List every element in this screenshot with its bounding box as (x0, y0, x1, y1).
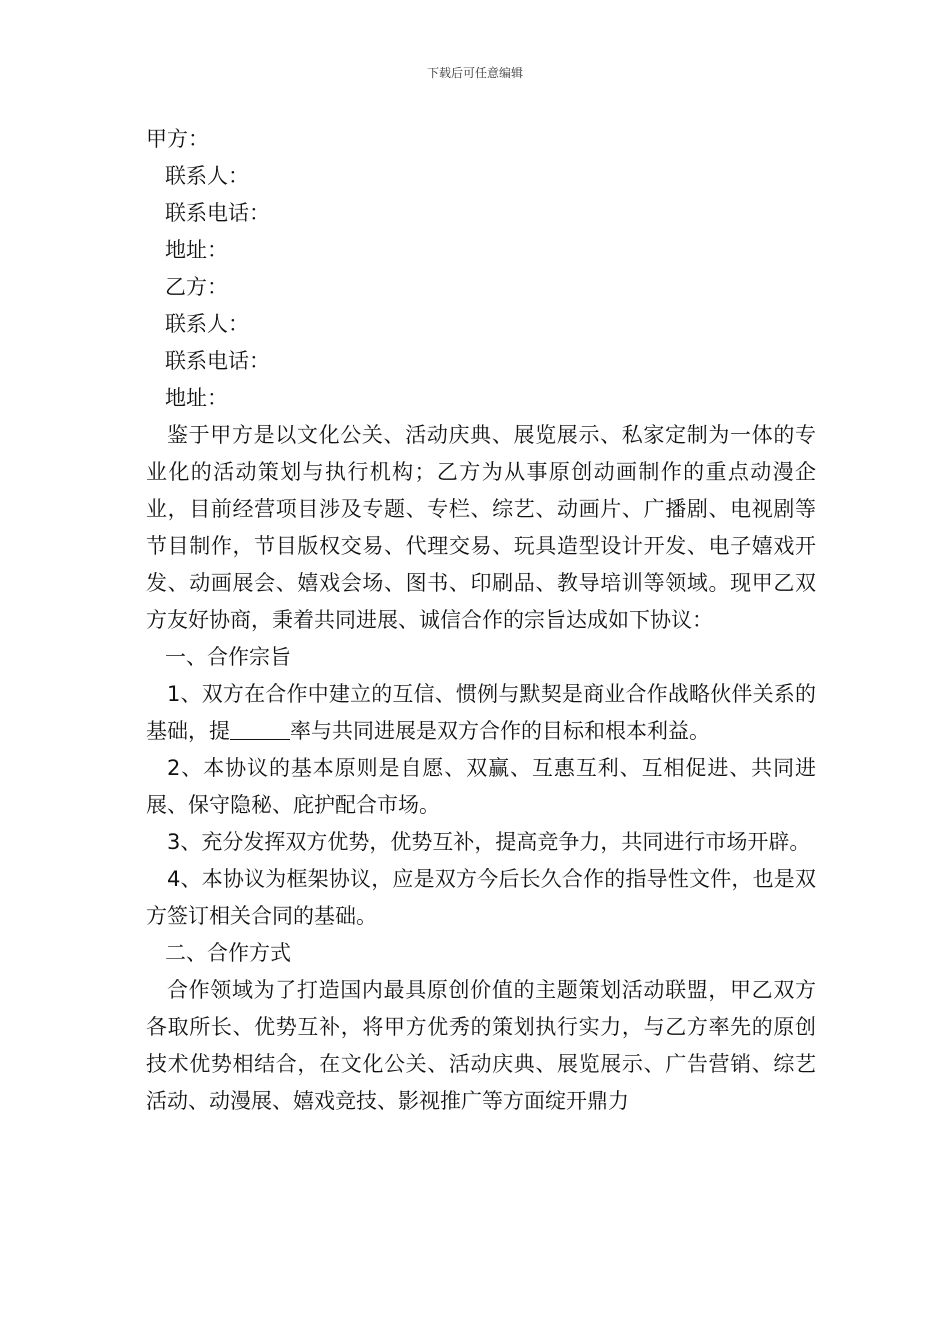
party-a-contact-label: 联系人： (165, 164, 249, 188)
section-2-title: 二、合作方式 (165, 941, 291, 965)
section-1-item-3: 3、充分发挥双方优势，优势互补，提高竞争力，共同进行市场开辟。 (167, 830, 811, 854)
section-1-item-1 (146, 676, 816, 750)
preamble-paragraph: 鉴于甲方是以文化公关、活动庆典、展览展示、私家定制为一体的专业化的活动策划与执行机构；乙方为从事原创动画制作的重点动漫企业，目前经营项目涉及专题、专栏、综艺、动画片、广播剧、电视剧等节目制作，节目版权交易、代理交易、玩具造型设计开发、电子嬉戏开发、动画展会、嬉戏会场、图书、印刷品、教导培训等领域。现甲乙双方友好协商，秉着共同进展、诚信合作的宗旨达成如下协议： (146, 423, 816, 632)
party-b-contact-label: 联系人： (165, 312, 249, 336)
section-2-paragraph-1: 合作领域为了打造国内最具原创价值的主题策划活动联盟，甲乙双方各取所长、优势互补，将甲方优秀的策划执行实力，与乙方率先的原创技术优势相结合，在文化公关、活动庆典、展览展示、广告营销、综艺活动、动漫展、嬉戏竞技、影视推广等方面绽开鼎力 (146, 978, 816, 1113)
section-1-item-2: 2、本协议的基本原则是自愿、双赢、互惠互利、互相促进、共同进展、保守隐秘、庇护配合市场。 (146, 756, 816, 817)
party-b-phone-label: 联系电话： (165, 349, 270, 373)
party-a-address-label: 地址： (165, 238, 228, 262)
section-1-title: 一、合作宗旨 (165, 645, 291, 669)
party-a-label: 甲方： (146, 127, 209, 151)
page-header-note: 下载后可任意编辑 (426, 66, 523, 80)
section-1-item-1-text-after: 率与共同进展是双方合作的目标和根本利益。 (290, 719, 710, 743)
section-1-item-1-text-before: 1、双方在合作中建立的互信、惯例与默契是商业合作战略伙伴关系的基础，提 (146, 682, 816, 743)
fill-in-blank (230, 718, 290, 740)
party-b-address-label: 地址： (165, 386, 228, 410)
section-1-item-4: 4、本协议为框架协议，应是双方今后长久合作的指导性文件，也是双方签订相关合同的基础。 (146, 867, 816, 928)
party-b-label: 乙方： (165, 275, 228, 299)
party-a-phone-label: 联系电话： (165, 201, 270, 225)
document-body (146, 121, 816, 1120)
